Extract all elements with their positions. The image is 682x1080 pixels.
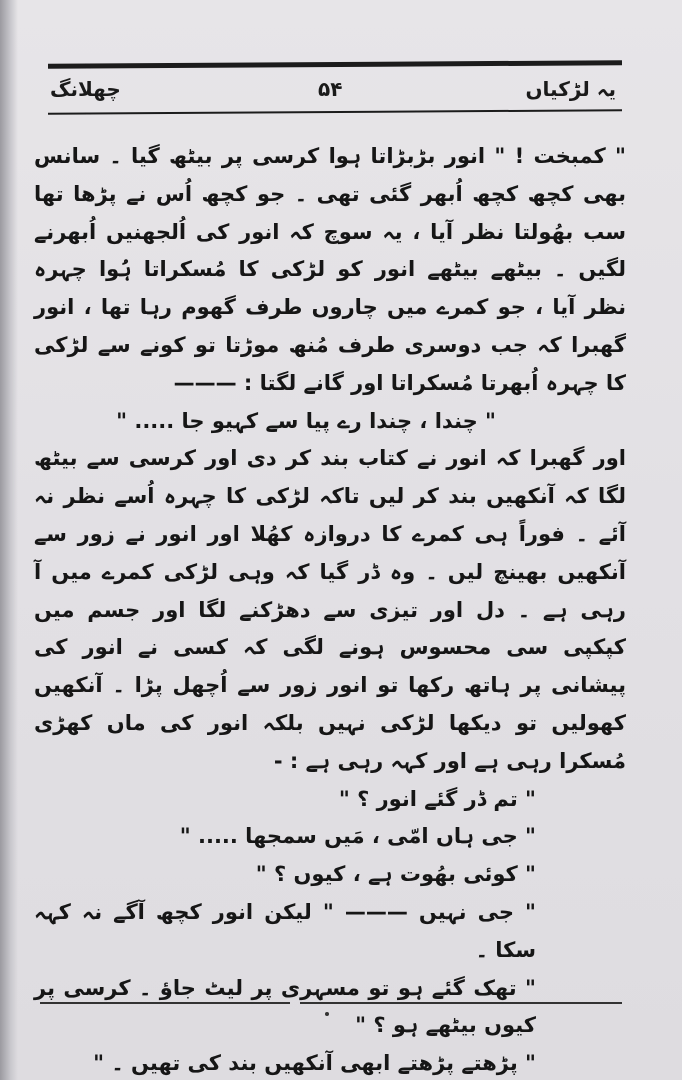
dialogue-line-1: " تم ڈر گئے انور ؟ " [338,786,536,811]
paragraph-2: " چندا ، چندا رے پیا سے کہیو جا ..... " [116,408,496,433]
header-rule-top [48,60,622,69]
footer-rule-left [40,1002,290,1004]
page-number: ۵۴ [318,77,343,101]
paragraph-1: " کمبخت ! " انور بڑبڑاتا ہوا کرسی پر بیٹھ گیا ۔ سانس بھی کچھ کچھ اُبھر گئی تھی ۔ جو کچھ اُس نے پڑھا تھا سب بھُولتا نظر آیا ، یہ سوچ کہ انور کی اُلجھنیں اُبھرنے لگیں ۔ بیٹھے بیٹھے انور کو لڑکی کا مُسکراتا ہُوا چہرہ نظر آیا ، جو کمرے میں چاروں طرف گھوم رہا تھا ، انور گھبرا کہ جب دوسری طرف مُنھ موڑتا تو کونے سے لڑکی کا چہرہ اُبھرتا مُسکراتا اور گانے لگتا : ——— [34,144,626,395]
dialogue-line-6: " پڑھتے پڑھتے ابھی آنکھیں بند کی تھیں ۔ " [93,1051,536,1076]
header-rule-bottom [48,109,622,115]
footer-rule-right [300,1002,622,1004]
book-title: یہ لڑکیاں [525,77,616,101]
dialogue-line-4: " جی نہیں ——— " لیکن انور کچھ آگے نہ کہہ سکا ۔ [34,899,536,962]
story-title: چھلانگ [50,77,121,101]
dialogue-line-5: " تھک گئے ہو تو مسہری پر لیٹ جاؤ ۔ کرسی پر کیوں بیٹھے ہو ؟ " [34,975,536,1038]
body-text [34,138,626,1080]
running-header [48,72,622,108]
dialogue-line-2: " جی ہاں امّی ، مَیں سمجھا ..... " [179,824,536,849]
paragraph-3: اور گھبرا کہ انور نے کتاب بند کر دی اور کرسی سے بیٹھ لگا کہ آنکھیں بند کر لیں تاکہ لڑکی کا چہرہ اُسے نظر نہ آئے ۔ فوراً ہی کمرے کا دروازہ کھُلا اور انور نے زور سے آنکھیں بھینچ لیں ۔ وہ ڈر گیا کہ وہی لڑکی کمرے میں آ رہی ہے ۔ دل اور تیزی سے دھڑکنے لگا اور جسم میں کپکپی سی محسوس ہونے لگی کہ کسی نے انور کی پیشانی پر ہاتھ رکھا تو انور زور سے اُچھل پڑا ۔ آنکھیں کھولیں تو دیکھا لڑکی نہیں بلکہ انور کی ماں کھڑی مُسکرا رہی ہے اور کہہ رہی ہے : - [34,446,626,773]
footer-mark [325,1012,329,1016]
dialogue-line-3: " کوئی بھُوت ہے ، کیوں ؟ " [255,862,536,887]
